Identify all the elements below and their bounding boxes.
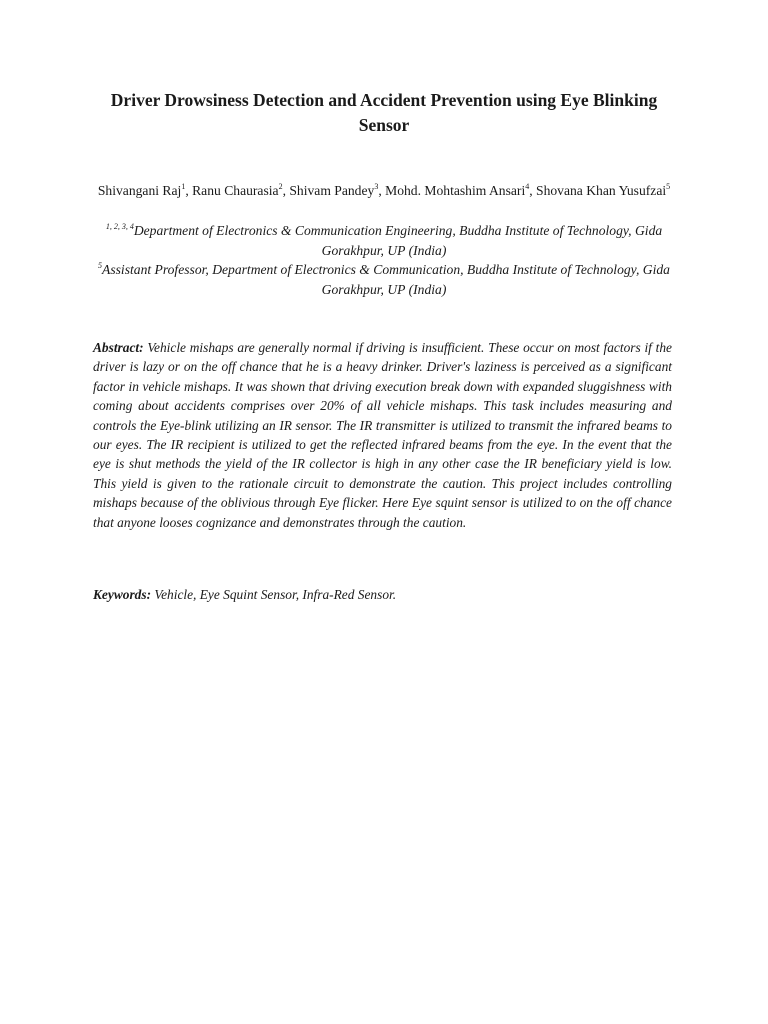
author xyxy=(192,183,289,198)
author-name: Ranu Chaurasia xyxy=(192,183,279,198)
author-superscript: 4 xyxy=(525,182,530,191)
author-superscript: 3 xyxy=(374,182,379,191)
keywords-label: Keywords: xyxy=(93,587,152,602)
keywords xyxy=(93,585,672,604)
author-separator: , xyxy=(282,183,290,198)
author-superscript: 1 xyxy=(181,182,186,191)
author-name: Shivam Pandey xyxy=(289,183,375,198)
author-list xyxy=(90,181,678,201)
paper-title: Driver Drowsiness Detection and Accident Prevention using Eye Blinking Sensor xyxy=(110,90,658,135)
keywords-text: Vehicle, Eye Squint Sensor, Infra-Red Sensor. xyxy=(154,587,397,602)
abstract xyxy=(93,338,672,532)
author xyxy=(536,183,670,198)
affiliation-superscript: 5 xyxy=(98,261,103,270)
author-separator: , xyxy=(378,183,386,198)
author xyxy=(98,183,192,198)
affiliation-superscript: 1, 2, 3, 4 xyxy=(105,222,134,231)
author xyxy=(385,183,536,198)
author-name: Shovana Khan Yusufzai xyxy=(536,183,667,198)
author-superscript: 5 xyxy=(666,182,671,191)
affiliation xyxy=(90,221,678,261)
author xyxy=(289,183,385,198)
author-separator: , xyxy=(529,183,537,198)
author-name: Mohd. Mohtashim Ansari xyxy=(385,183,526,198)
author-name: Shivangani Raj xyxy=(97,183,182,198)
affiliation-text: Assistant Professor, Department of Electronics & Communication, Buddha Institute of Technology, Gida Gorakhpur, UP (India) xyxy=(102,262,670,297)
author-separator: , xyxy=(185,183,193,198)
affiliation xyxy=(90,260,678,300)
affiliation-text: Department of Electronics & Communication Engineering, Buddha Institute of Technology, Gida Gorakhpur, UP (India) xyxy=(133,223,663,258)
abstract-label: Abstract: xyxy=(93,340,144,355)
author-superscript: 2 xyxy=(278,182,283,191)
abstract-text: Vehicle mishaps are generally normal if driving is insufficient. These occur on most factors if the driver is lazy or on the off chance that he is a heavy drinker. Driver's laziness is perceived as a significant factor in vehicle mishaps. It was shown that driving execution break down with expanded sluggishness with coming about accidents comprises over 20% of all vehicle mishaps. This task includes measuring and controls the Eye-blink utilizing an IR sensor. The IR transmitter is utilized to transmit the infrared beams to our eyes. The IR recipient is utilized to get the reflected infrared beams from the eye. In the event that the eye is shut methods the yield of the IR collector is high in any other case the IR beneficiary yield is low. This yield is given to the rationale circuit to demonstrate the caution. This project includes controlling mishaps because of the oblivious through Eye flicker. Here Eye squint sensor is utilized to on the off chance that anyone looses cognizance and demonstrates through the caution. xyxy=(93,340,672,530)
